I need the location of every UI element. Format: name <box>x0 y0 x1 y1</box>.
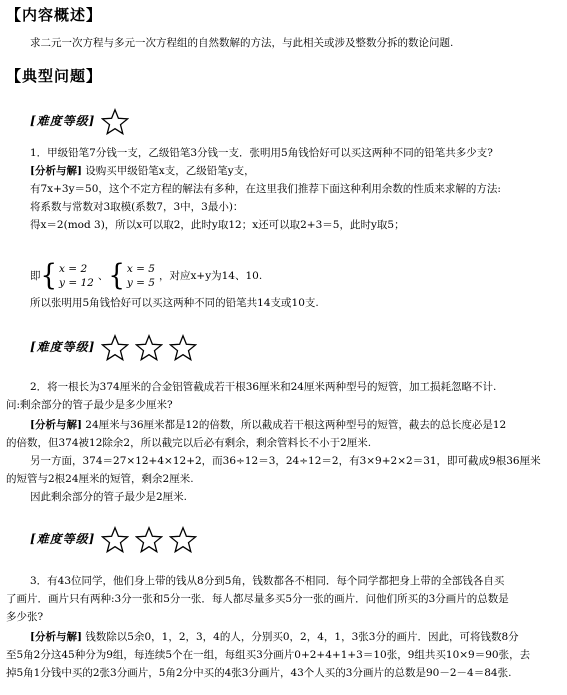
analysis-text: 钱数除以5余0，1，2，3，4的人，分别买0，2，4，1，3张3分的画片．因此，可将钱数8分 <box>81 631 519 643</box>
difficulty-rating-1 <box>30 108 135 136</box>
problem-2-line: 的短管与2根24厘米的短管，剩余2厘米. <box>6 473 194 485</box>
brace: { <box>40 259 58 293</box>
equation: x = 5 <box>126 263 155 275</box>
ji-text: 即 <box>30 269 41 282</box>
star-icon <box>101 526 129 554</box>
analysis-tag: [分析与解] <box>30 165 82 177</box>
problem-3-analysis <box>30 630 519 645</box>
analysis-tag: [分析与解] <box>30 631 82 643</box>
problem-3-question: 了画片．画片只有两种:3分一张和5分一张．每人都尽量多买5分一张的画片．问他们所买的3分画片的总数是 <box>6 593 509 605</box>
difficulty-label: [难度等级] <box>30 532 96 547</box>
systems-tail: ，对应x+y为14、10. <box>158 269 263 282</box>
equation-system-1 <box>59 262 94 290</box>
analysis-tag: [分析与解] <box>30 419 82 431</box>
equation: y = 5 <box>126 277 155 290</box>
problem-3-question: 多少张? <box>6 611 44 623</box>
section-title-typical-problems: 【典型问题】 <box>6 67 103 85</box>
equation-system-2 <box>127 262 155 290</box>
problem-2-question: 问:剩余部分的管子最少是多少厘米? <box>6 399 173 411</box>
problem-1-analysis <box>30 164 255 179</box>
star-icon <box>101 108 129 136</box>
problem-2-analysis <box>30 418 506 433</box>
problem-2-line: 因此剩余部分的管子最少是2厘米. <box>30 491 188 503</box>
star-icon <box>169 334 197 362</box>
star-icon <box>101 334 129 362</box>
problem-2-line: 另一方面，374＝27×12+4×12+2，而36÷12＝3，24÷12＝2，有3×9+2×2＝31，即可截成9根36厘米 <box>30 455 541 467</box>
brace: { <box>108 259 125 293</box>
problem-3-line: 掉5角1分钱中买的2张3分画片，5角2分中买的4张3分画片，43个人买的3分画片的总数是90－2－4＝84张. <box>6 667 512 679</box>
problem-1-conclusion: 所以张明用5角钱恰好可以买这两种不同的铅笔共14支或10支. <box>30 297 319 309</box>
difficulty-label: [难度等级] <box>30 114 96 129</box>
separator: 、 <box>97 269 109 282</box>
overview-text: 求二元一次方程与多元一次方程组的自然数解的方法，与此相关或涉及整数分拆的数论问题. <box>30 37 454 49</box>
equation: y = 12 <box>59 277 94 290</box>
difficulty-rating-2 <box>30 334 203 362</box>
problem-1-line: 将系数与常数对3取模(系数7，3中，3最小)： <box>30 201 244 213</box>
problem-2-question: 2．将一根长为374厘米的合金铝管截成若干根36厘米和24厘米两种型号的短管，加工损耗忽略不计. <box>30 381 497 393</box>
problem-1-line: 有7x+3y＝50，这个不定方程的解法有多种，在这里我们推荐下面这种利用余数的性质来求解的方法: <box>30 183 501 195</box>
problem-1-question: 1．甲级铅笔7分钱一支，乙级铅笔3分钱一支．张明用5角钱恰好可以买这两种不同的铅笔共多少支? <box>30 147 493 159</box>
problem-2-line: 的倍数，但374被12除余2，所以截完以后必有剩余，剩余管料长不小于2厘米. <box>6 437 372 449</box>
problem-3-line: 至5角2分这45种分为9组，每连续5个在一组，每组买3分画片0+2+4+1+3＝10张，9组共买10×9＝90张，去 <box>6 649 531 661</box>
analysis-text: 设购买甲级铅笔x支，乙级铅笔y支， <box>81 165 255 177</box>
equation: x = 2 <box>59 263 88 275</box>
analysis-text: 24厘米与36厘米都是12的倍数，所以截成若干根这两种型号的短管，截去的总长度必是12 <box>81 419 507 431</box>
problem-1-line: 得x＝2(mod 3)，所以x可以取2，此时y取12；x还可以取2+3＝5，此时y取5； <box>30 219 405 231</box>
problem-3-question: 3．有43位同学，他们身上带的钱从8分到5角，钱数都各不相同．每个同学都把身上带的全部钱各自买 <box>30 575 505 587</box>
star-icon <box>135 526 163 554</box>
star-icon <box>135 334 163 362</box>
section-title-overview: 【内容概述】 <box>6 6 103 24</box>
star-icon <box>169 526 197 554</box>
difficulty-rating-3 <box>30 526 203 554</box>
difficulty-label: [难度等级] <box>30 340 96 355</box>
solution-systems <box>30 259 263 293</box>
